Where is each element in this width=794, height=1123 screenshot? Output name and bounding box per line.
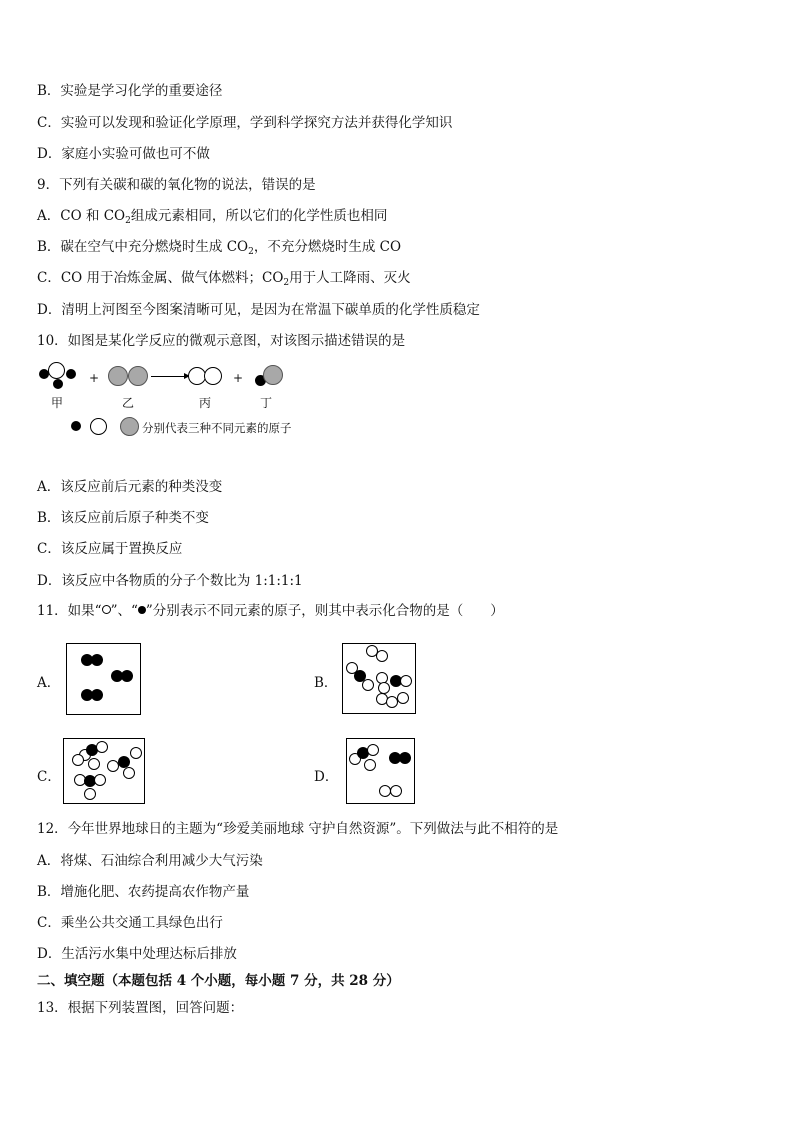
white-atom	[48, 362, 65, 379]
plus-sign: +	[89, 371, 100, 385]
label-ding: 丁	[260, 396, 273, 410]
label-jia: 甲	[51, 396, 64, 410]
black-atom	[91, 689, 103, 701]
black-atom	[53, 379, 63, 389]
gray-atom	[128, 366, 148, 386]
black-atom	[91, 654, 103, 666]
q9-stem: 9．下列有关碳和碳的氧化物的说法，错误的是	[37, 177, 316, 193]
q11-box-a	[66, 643, 141, 715]
q9-option-d: D．清明上河图至今图案清晰可见，是因为在常温下碳单质的化学性质稳定	[37, 302, 480, 318]
q10-option-d: D．该反应中各物质的分子个数比为 1:1:1:1	[37, 573, 303, 589]
label-yi: 乙	[122, 396, 135, 410]
q12-option-a: A．将煤、石油综合利用减少大气污染	[37, 853, 263, 869]
q12-stem: 12．今年世界地球日的主题为“珍爱美丽地球 守护自然资源”。下列做法与此不相符的是	[37, 821, 559, 837]
white-atom	[376, 650, 388, 662]
q13-stem: 13．根据下列装置图，回答问题：	[37, 1000, 244, 1016]
white-atom-symbol-icon	[102, 605, 111, 614]
gray-atom	[108, 366, 128, 386]
legend-gray-atom	[120, 417, 139, 436]
white-atom	[84, 788, 96, 800]
legend-black-atom	[71, 421, 81, 431]
q10-option-c: C．该反应属于置换反应	[37, 541, 183, 557]
legend-text: 分别代表三种不同元素的原子	[142, 421, 292, 435]
q10-option-b: B．该反应前后原子种类不变	[37, 510, 209, 526]
q12-option-d: D．生活污水集中处理达标后排放	[37, 946, 237, 962]
black-atom	[66, 369, 76, 379]
q11-label-d: D．	[314, 769, 339, 785]
q8-option-d: D．家庭小实验可做也可不做	[37, 146, 210, 162]
white-atom	[400, 675, 412, 687]
q11-label-b: B．	[314, 675, 338, 691]
q11-stem: 11．如果“ ”、“ ”分别表示不同元素的原子，则其中表示化合物的是（ ）	[37, 603, 504, 619]
white-atom	[96, 741, 108, 753]
white-atom	[94, 774, 106, 786]
white-atom	[123, 767, 135, 779]
gray-atom	[263, 365, 283, 385]
q11-label-c: C．	[37, 769, 61, 785]
section-title: 二、填空题（本题包括 4 个小题，每小题 7 分，共 28 分）	[37, 973, 400, 989]
white-atom	[390, 785, 402, 797]
q8-option-b: B．实验是学习化学的重要途径	[37, 83, 223, 99]
black-atom	[399, 752, 411, 764]
q9-option-b: B．碳在空气中充分燃烧时生成 $CO_2$，不充分燃烧时生成 CO	[37, 239, 402, 257]
q12-option-c: C．乘坐公共交通工具绿色出行	[37, 915, 223, 931]
white-atom	[362, 679, 374, 691]
legend-white-atom	[90, 418, 107, 435]
black-atom	[121, 670, 133, 682]
white-atom	[364, 759, 376, 771]
q12-option-b: B．增施化肥、农药提高农作物产量	[37, 884, 250, 900]
q9-option-a: A．CO 和 $CO_2$组成元素相同，所以它们的化学性质也相同	[37, 208, 388, 226]
q11-label-a: A．	[37, 675, 61, 691]
white-atom	[72, 754, 84, 766]
white-atom	[367, 744, 379, 756]
q10-stem: 10．如图是某化学反应的微观示意图，对该图示描述错误的是	[37, 333, 406, 349]
reaction-arrow	[151, 376, 185, 377]
q11-box-b	[342, 643, 416, 714]
black-atom-symbol-icon	[138, 606, 146, 614]
q8-option-c: C．实验可以发现和验证化学原理，学到科学探究方法并获得化学知识	[37, 115, 453, 131]
white-atom	[204, 367, 222, 385]
q9-option-c: C．CO 用于冶炼金属、做气体燃料；$CO_2$用于人工降雨、灭火	[37, 270, 411, 288]
plus-sign: +	[233, 371, 244, 385]
q11-box-d	[346, 738, 415, 804]
label-bing: 丙	[199, 396, 212, 410]
white-atom	[397, 692, 409, 704]
q11-box-c	[63, 738, 145, 804]
white-atom	[130, 747, 142, 759]
q10-option-a: A．该反应前后元素的种类没变	[37, 479, 223, 495]
white-atom	[88, 758, 100, 770]
